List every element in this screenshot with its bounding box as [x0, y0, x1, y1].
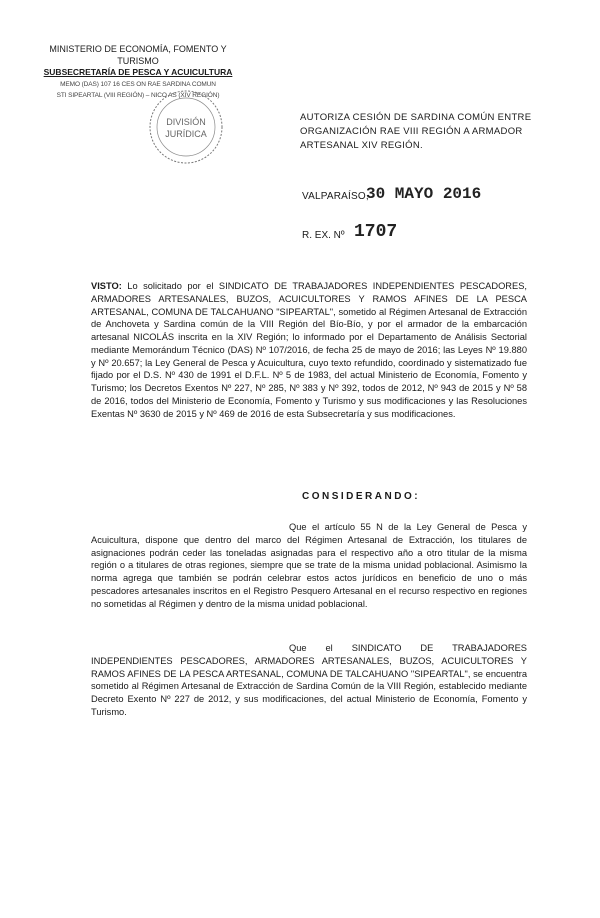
stamp-line-2: JURÍDICA [165, 129, 207, 139]
subsecretaria-name: SUBSECRETARÍA DE PESCA Y ACUICULTURA [43, 67, 233, 77]
considerando-paragraph-1: Que el artículo 55 N de la Ley General de Pesca y Acuicultura, dispone que dentro del marco del Régimen Artesanal de Extracción, los titulares de asignaciones podrán ceder las toneladas asignadas para el respectivo año a otro titular de la misma región o a titulares de otras regiones, siempre que se trate de la misma unidad poblacional. Asimismo la norma agrega que también se podrán celebrar estos actos jurídicos en beneficio de uno o más pescadores artesanales inscritos en el Registro Pesquero Artesanal en el recurso respectivo en regiones no sometidas al Régimen y dentro de la misma unidad poblacional. [91, 522, 527, 609]
visto-keyword: VISTO: [91, 281, 122, 291]
considerando-paragraph-2: Que el SINDICATO DE TRABAJADORES INDEPENDIENTES PESCADORES, ARMADORES ARTESANALES, BUZOS, ACUICULTORES Y RAMOS AFINES DE LA PESCA ARTESANAL, COMUNA DE TALCAHUANO "SIPEARTAL", se encuentra sometido al Régimen Artesanal de Extracción de Sardina Común de la VIII Región, establecido mediante Decreto Exento Nº 227 de 2012, y sus modificaciones, del actual Ministerio de Economía, Fomento y Turismo. [91, 643, 527, 717]
dateline-date: 30 MAYO 2016 [366, 185, 482, 203]
reference-line-2: STI SIPEARTAL (VIII REGIÓN) – NICO AS (XIV REGIÓN) [56, 92, 220, 99]
visto-text: Lo solicitado por el SINDICATO DE TRABAJADORES INDEPENDIENTES PESCADORES, ARMADORES ARTESANALES, BUZOS, ACUICULTORES Y RAMOS AFINES DE LA PESCA ARTESANAL, COMUNA DE TALCAHUANO "SIPEARTAL", sometido al Régimen Artesanal de Extracción de Anchoveta y Sardina común de la VIII Región del Bío-Bío, y por el armador de la embarcación artesanal NICOLÁS inscrita en la XIV Región; lo informado por el Departamento de Análisis Sectorial mediante Memorándum Técnico (DAS) Nº 107/2016, de fecha 25 de mayo de 2016; las Leyes Nº 19.880 y Nº 20.657; la Ley General de Pesca y Acuicultura, cuyo texto refundido, coordinado y sistematizado fue fijado por el D.S. Nº 430 de 1991 el D.F.L. Nº 5 de 1983, del actual Ministerio de Economía, Fomento y Turismo; los Decretos Exentos Nº 227, Nº 285, Nº 383 y Nº 392, todos de 2012, Nº 943 de 2015 y Nº 58 de 2016, todos del Ministerio de Economía, Fomento y Turismo y sus modificaciones y las Resoluciones Exentas Nº 3630 de 2015 y Nº 469 de 2016 de esta Subsecretaría y sus modificaciones. [91, 281, 527, 419]
ministry-name: MINISTERIO DE ECONOMÍA, FOMENTO Y TURISMO [49, 44, 227, 66]
dateline-place: VALPARAÍSO, [302, 191, 369, 202]
considerando-heading: CONSIDERANDO: [302, 491, 421, 502]
stamp-line-1: DIVISIÓN [166, 117, 206, 127]
division-juridica-stamp [147, 88, 225, 166]
visto-paragraph [91, 280, 527, 420]
reference-line-1: MEMO (DAS) 107 16 CES ON RAE SARDINA COMUN [60, 80, 216, 88]
resolution-number: 1707 [354, 222, 398, 242]
resolution-subject: AUTORIZA CESIÓN DE SARDINA COMÚN ENTRE ORGANIZACIÓN RAE VIII REGIÓN A ARMADOR ARTESANAL XIV REGIÓN. [300, 112, 532, 151]
resolution-number-label: R. EX. Nº [302, 230, 345, 241]
